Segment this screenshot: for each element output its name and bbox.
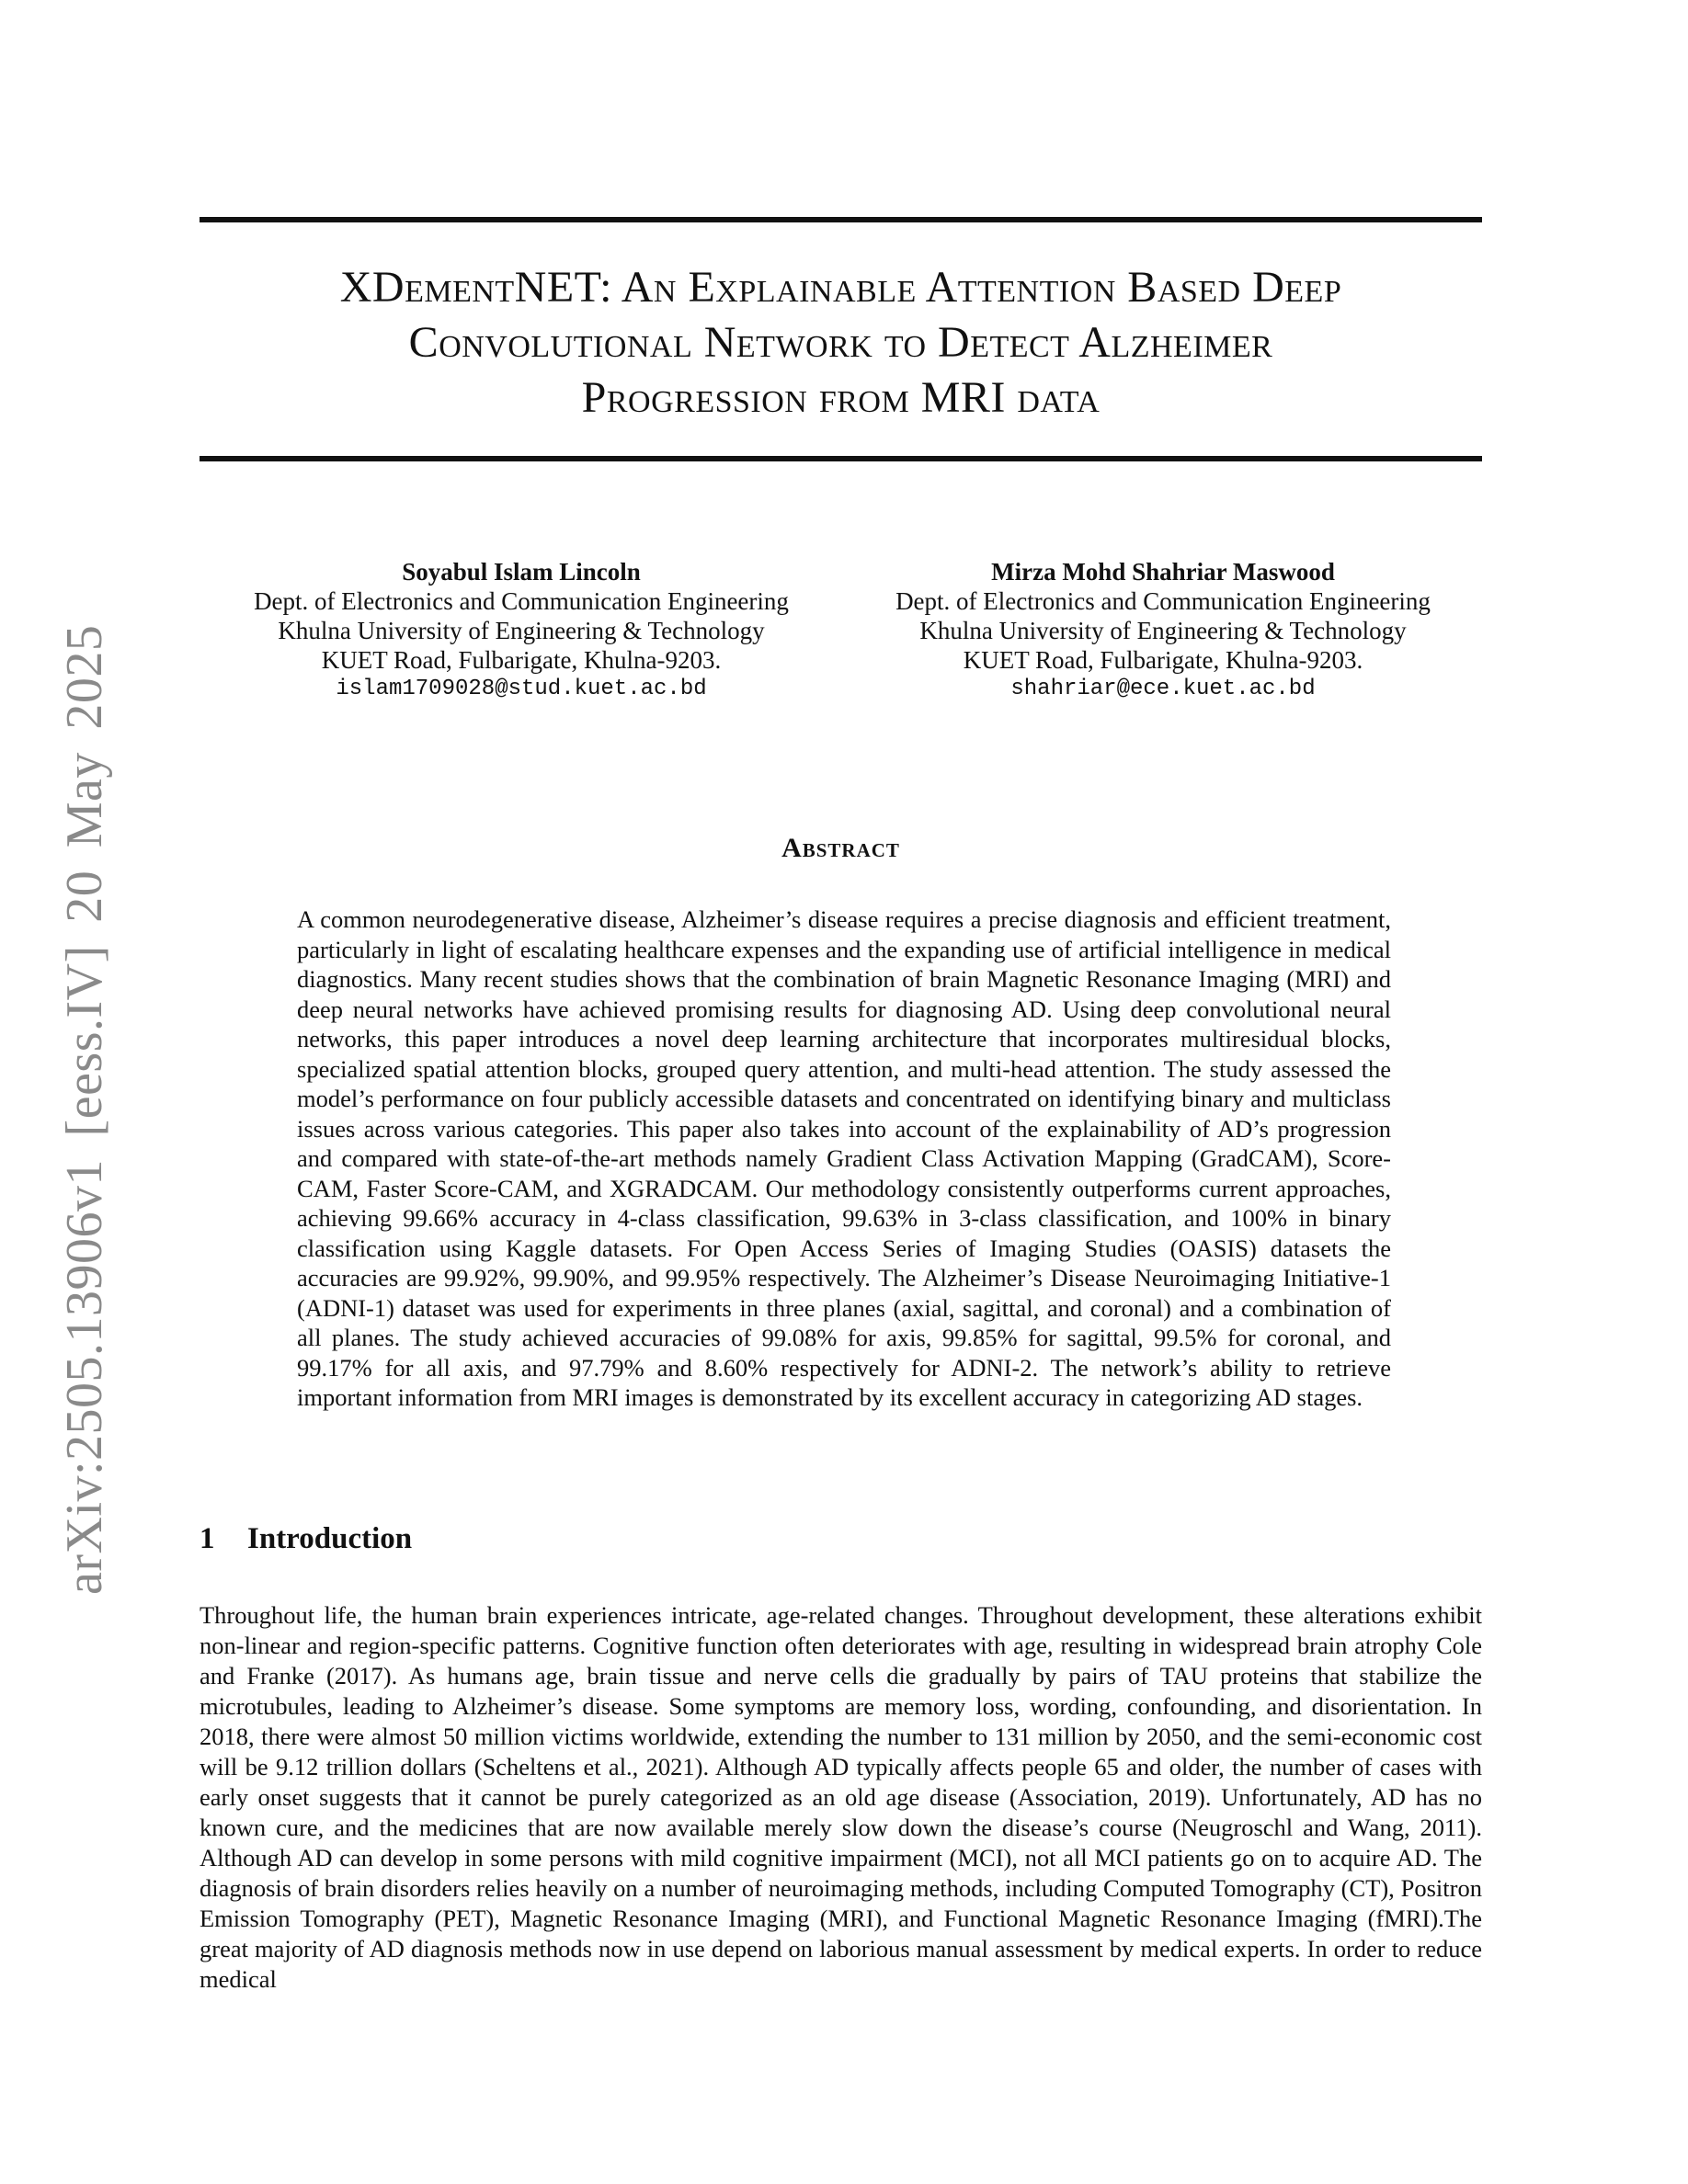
- paper-title-line-2: Convolutional Network to Detect Alzheimer: [408, 318, 1273, 367]
- author-email[interactable]: islam1709028@stud.kuet.ac.bd: [336, 677, 707, 701]
- title-bottom-rule: [200, 456, 1482, 461]
- author-name: Soyabul Islam Lincoln: [402, 558, 641, 586]
- arxiv-identifier: arXiv:2505.13906v1 [eess.IV] 20 May 2025: [56, 624, 113, 1595]
- author-block: [200, 557, 1482, 713]
- abstract-text: A common neurodegenerative disease, Alzheimer’s disease requires a precise diagnosis and efficient treatment, particularly in light of escalating healthcare expenses and the expanding use of artificial intelligence in medical diagnostics. Many recent studies shows that the combination of brain Magnetic Resonance Imaging (MRI) and deep neural networks have achieved promising results for diagnosing AD. Using deep convolutional neural networks, this paper introduces a novel deep learning architecture that incorporates multiresidual blocks, specialized spatial attention blocks, grouped query attention, and multi-head attention. The study assessed the model’s performance on four publicly accessible datasets and concentrated on identifying binary and multiclass issues across various categories. This paper also takes into account of the explainability of AD’s progression and compared with state-of-the-art methods namely Gradient Class Activation Mapping (GradCAM), Score-CAM, Faster Score-CAM, and XGRADCAM. Our methodology consistently outperforms current approaches, achieving 99.66% accuracy in 4-class classification, 99.63% in 3-class classification, and 100% in binary classification using Kaggle datasets. For Open Access Series of Imaging Studies (OASIS) datasets the accuracies are 99.92%, 99.90%, and 99.95% respectively. The Alzheimer’s Disease Neuroimaging Initiative-1 (ADNI-1) dataset was used for experiments in three planes (axial, sagittal, and coronal) and a combination of all planes. The study achieved accuracies of 99.08% for axis, 99.85% for sagittal, 99.5% for coronal, and 99.17% for all axis, and 97.79% and 8.60% respectively for ADNI-2. The network’s ability to retrieve important information from MRI images is demonstrated by its excellent accuracy in categorizing AD stages.: [297, 905, 1391, 1411]
- author-1: [200, 557, 843, 704]
- paper-title: [200, 260, 1482, 426]
- author-2: [841, 557, 1485, 704]
- abstract-heading: Abstract: [781, 833, 900, 863]
- author-name: Mirza Mohd Shahriar Maswood: [991, 558, 1335, 586]
- author-email[interactable]: shahriar@ece.kuet.ac.bd: [1010, 677, 1316, 701]
- introduction-text: Throughout life, the human brain experiences intricate, age-related changes. Throughout development, these alterations exhibit non-linear and region-specific patterns. Cognitive function often deteriorates with age, resulting in widespread brain atrophy Cole and Franke (2017). As humans age, brain tissue and nerve cells die gradually by pairs of TAU proteins that stabilize the microtubules, leading to Alzheimer’s disease. Some symptoms are memory loss, wording, confounding, and disorientation. In 2018, there were almost 50 million victims worldwide, extending the number to 131 million by 2050, and the semi-economic cost will be 9.12 trillion dollars (Scheltens et al., 2021). Although AD typically affects people 65 and older, the number of cases with early onset suggests that it cannot be purely categorized as an old age disease (Association, 2019). Unfortunately, AD has no known cure, and the medicines that are now available merely slow down the disease’s course (Neugroschl and Wang, 2011). Although AD can develop in some persons with mild cognitive impairment (MCI), not all MCI patients go on to acquire AD. The diagnosis of brain disorders relies heavily on a number of neuroimaging methods, including Computed Tomography (CT), Positron Emission Tomography (PET), Magnetic Resonance Imaging (MRI), and Functional Magnetic Resonance Imaging (fMRI).The great majority of AD diagnosis methods now in use depend on laborious manual assessment by medical experts. In order to reduce medical: [200, 1601, 1482, 1993]
- author-address: KUET Road, Fulbarigate, Khulna-9203.: [963, 646, 1363, 674]
- title-top-rule: [200, 217, 1482, 222]
- section-title: Introduction: [247, 1522, 413, 1555]
- author-address: KUET Road, Fulbarigate, Khulna-9203.: [321, 646, 722, 674]
- author-department: Dept. of Electronics and Communication Engineering: [895, 587, 1431, 615]
- section-number: 1: [200, 1522, 215, 1555]
- paper-title-line-3: Progression from MRI data: [581, 373, 1101, 422]
- author-department: Dept. of Electronics and Communication Engineering: [254, 587, 789, 615]
- paper-title-line-1: XDementNET: An Explainable Attention Based Deep: [339, 263, 1342, 312]
- section-heading-introduction: [200, 1522, 412, 1556]
- author-university: Khulna University of Engineering & Technology: [919, 617, 1407, 644]
- author-university: Khulna University of Engineering & Technology: [278, 617, 765, 644]
